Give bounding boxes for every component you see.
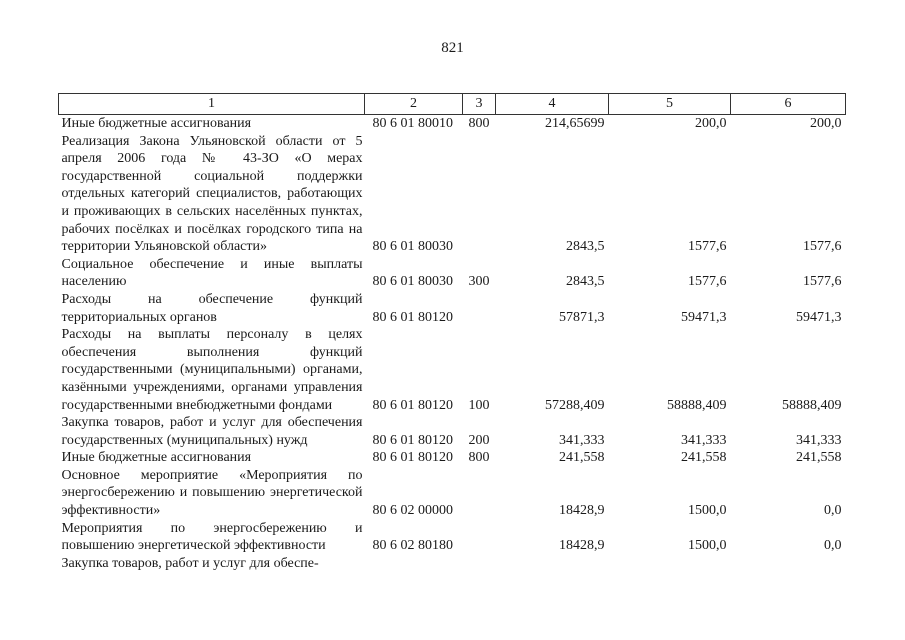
row-kind: 800: [468, 450, 490, 466]
page-number: 821: [441, 40, 464, 56]
row-code: 80 6 02 00000: [372, 503, 453, 519]
row-value-6: 1577,6: [803, 274, 842, 290]
row-value-6: 200,0: [810, 116, 842, 131]
row-value-6: 58888,409: [782, 397, 842, 413]
row-value-4: 341,333: [559, 432, 605, 448]
row-value-5: 1577,6: [688, 239, 727, 255]
table-row: [59, 520, 846, 555]
row-value-6: [731, 555, 846, 573]
table-row: [59, 115, 846, 133]
row-code: 80 6 01 80030: [372, 274, 453, 290]
row-value-5: 1500,0: [688, 538, 727, 554]
row-value-5: 1577,6: [688, 274, 727, 290]
row-name: Иные бюджетные ассигнования: [61, 116, 252, 131]
row-code: [365, 555, 463, 573]
row-kind: [463, 291, 496, 326]
row-name: Мероприятия по энергосбережению и повышению энергетической эффективности: [61, 520, 363, 554]
row-kind: 100: [468, 397, 490, 413]
table-row: [59, 291, 846, 326]
table-row: [59, 133, 846, 256]
row-kind: 300: [468, 274, 490, 290]
row-value-4: 241,558: [559, 450, 605, 466]
row-name: Основное мероприятие «Мероприятия по энергосбережению и повышению энергетической эффективности»: [61, 467, 363, 519]
row-code: 80 6 01 80030: [372, 239, 453, 255]
row-value-5: 58888,409: [667, 397, 727, 413]
row-value-5: 341,333: [681, 432, 727, 448]
table-row: [59, 555, 846, 573]
row-value-4: 18428,9: [559, 503, 605, 519]
row-value-4: 57288,409: [545, 397, 605, 413]
row-value-4: [496, 555, 609, 573]
row-code: 80 6 01 80120: [372, 397, 453, 413]
row-value-5: 59471,3: [681, 309, 727, 325]
row-value-5: 241,558: [681, 450, 727, 466]
row-value-4: 18428,9: [559, 538, 605, 554]
table-row: [59, 326, 846, 414]
row-code: 80 6 01 80120: [372, 309, 453, 325]
row-value-6: 59471,3: [796, 309, 842, 325]
row-name: Социальное обеспечение и иные выплаты населению: [61, 256, 363, 290]
row-value-6: 0,0: [824, 538, 842, 554]
column-header-4: 4: [496, 94, 609, 115]
row-code: 80 6 01 80120: [372, 432, 453, 448]
row-kind: 200: [468, 432, 490, 448]
budget-table: [58, 93, 846, 572]
row-name: Расходы на выплаты персоналу в целях обеспечения выполнения функций государственными (муниципальными) органами, казёнными учреждениями, органами управления государственными внебюджетными фондами: [61, 327, 363, 413]
row-kind: [463, 133, 496, 256]
row-value-5: 200,0: [695, 116, 727, 131]
row-name: Иные бюджетные ассигнования: [61, 450, 252, 466]
table-row: [59, 449, 846, 467]
row-value-4: 2843,5: [566, 274, 605, 290]
row-code: 80 6 01 80120: [372, 450, 453, 466]
row-value-6: 341,333: [796, 432, 842, 448]
column-header-6: 6: [731, 94, 846, 115]
row-name: Расходы на обеспечение функций территориальных органов: [61, 291, 363, 325]
row-kind: [463, 467, 496, 520]
row-kind: [463, 555, 496, 573]
row-value-6: 0,0: [824, 503, 842, 519]
row-value-4: 214,65699: [545, 116, 605, 131]
row-value-5: [609, 555, 731, 573]
row-value-6: 1577,6: [803, 239, 842, 255]
column-header-5: 5: [609, 94, 731, 115]
row-name: Закупка товаров, работ и услуг для обеспе-: [61, 555, 319, 571]
row-name: Реализация Закона Ульяновской области от 5 апреля 2006 года № 43-ЗО «О мерах государственной социальной поддержки отдельных категорий специалистов, работающих и проживающих в сельских населённых пунктах, рабочих посёлках и посёлках городского типа на территории Ульяновской области»: [61, 133, 363, 255]
table-row: [59, 467, 846, 520]
row-kind: 800: [468, 116, 490, 131]
row-name: Закупка товаров, работ и услуг для обеспечения государственных (муниципальных) нужд: [61, 415, 363, 448]
row-value-5: 1500,0: [688, 503, 727, 519]
row-code: 80 6 01 80010: [372, 116, 453, 131]
table-row: [59, 256, 846, 291]
row-value-6: 241,558: [796, 450, 842, 466]
row-kind: [463, 520, 496, 555]
column-header-2: 2: [365, 94, 463, 115]
row-value-4: 57871,3: [559, 309, 605, 325]
header-row: [59, 94, 846, 115]
column-header-3: 3: [463, 94, 496, 115]
column-header-1: 1: [59, 94, 365, 115]
row-code: 80 6 02 80180: [372, 538, 453, 554]
table-row: [59, 414, 846, 449]
row-value-4: 2843,5: [566, 239, 605, 255]
